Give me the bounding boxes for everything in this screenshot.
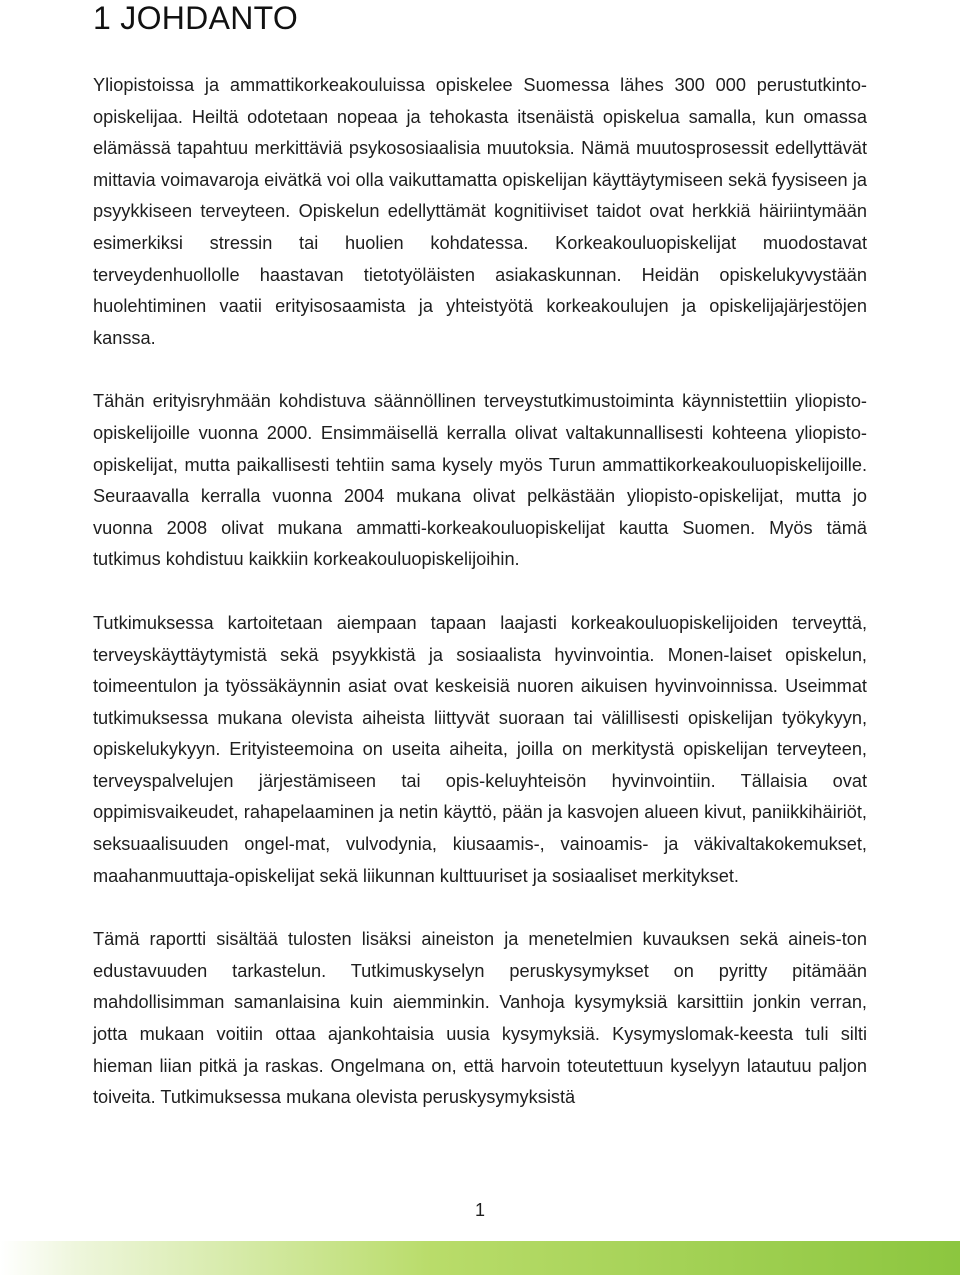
page-number: 1 bbox=[474, 1200, 485, 1220]
page-title: 1 JOHDANTO bbox=[93, 0, 299, 36]
paragraph-1: Yliopistoissa ja ammattikorkeakouluissa opiskelee Suomessa lähes 300 000 perustutkinto-opiskelijaa. Heiltä odotetaan nopeaa ja tehokasta itsenäistä opiskelua samalla, kun omassa elämässä tapahtuu merkittäviä psykososiaalisia muutoksia. Nämä muutosprosessit edellyttävät mittavia voimavaroja eivätkä voi olla vaikuttamatta opiskelijan käyttäytymiseen sekä fyysiseen ja psyykkiseen terveyteen. Opiskelun edellyttämät kognitiiviset taidot ovat herkkiä häiriintymään esimerkiksi stressin tai huolien kohdatessa. Korkeakouluopiskelijat muodostavat terveydenhuollolle haastavan tietotyöläisten asiakaskunnan. Heidän opiskelukyvystään huolehtiminen vaatii erityisosaamista ja yhteistyötä korkeakoulujen ja opiskelijajärjestöjen kanssa. bbox=[93, 75, 867, 348]
paragraph-3: Tutkimuksessa kartoitetaan aiempaan tapaan laajasti korkeakouluopiskelijoiden terveyttä, terveyskäyttäytymistä sekä psyykkistä ja sosiaalista hyvinvointia. Monen-laiset opiskelun, toimeentulon ja työssäkäynnin asiat ovat keskeisiä nuoren aikuisen hyvinvoinnissa. Useimmat tutkimuksessa mukana olevista aiheista liittyvät suoraan tai välillisesti opiskelijan työkykyyn, opiskelukykyyn. Erityisteemoina on useita aiheita, joilla on merkitystä opiskelijan terveyteen, terveyspalvelujen järjestämiseen tai opis-keluyhteisön hyvinvointiin. Tällaisia ovat oppimisvaikeudet, rahapelaaminen ja netin käyttö, pään ja kasvojen alueen kivut, paniikkihäiriöt, seksuaalisuuden ongel-mat, vulvodynia, kiusaamis-, vainoamis- ja väkivaltakokemukset, maahanmuuttaja-opiskelijat sekä liikunnan kulttuuriset ja sosiaaliset merkitykset. bbox=[93, 612, 867, 886]
paragraph-2: Tähän erityisryhmään kohdistuva säännöllinen terveystutkimustoiminta käynnistettiin yliopisto-opiskelijoille vuonna 2000. Ensimmäisellä kerralla olivat valtakunnallisesti kohteena yliopisto-opiskelijat, mutta paikallisesti tehtiin sama kysely myös Turun ammattikorkeakouluopiskelijoille. Seuraavalla kerralla vuonna 2004 mukana olivat pelkästään yliopisto-opiskelijat, mutta jo vuonna 2008 olivat mukana ammatti-korkeakouluopiskelijat kautta Suomen. Myös tämä tutkimus kohdistuu kaikkiin korkeakouluopiskelijoihin. bbox=[93, 391, 867, 570]
body-text bbox=[93, 70, 867, 1146]
paragraph-4: Tämä raportti sisältää tulosten lisäksi aineiston ja menetelmien kuvauksen sekä aineis-ton edustavuuden tarkastelun. Tutkimuskyselyn peruskysymykset on pyritty pitämään mahdollisimman samanlaisina kuin aiemminkin. Vanhoja kysymyksiä karsittiin jonkin verran, jotta mukaan voitiin ottaa ajankohtaisia uusia kysymyksiä. Kysymyslomak-keesta tuli silti hieman liian pitkä ja raskas. Ongelmana on, että harvoin toteutettuun kyselyyn latautuu paljon toiveita. Tutkimuksessa mukana olevista peruskysymyksistä bbox=[93, 929, 867, 1108]
footer-decoration-bar bbox=[0, 1241, 960, 1275]
